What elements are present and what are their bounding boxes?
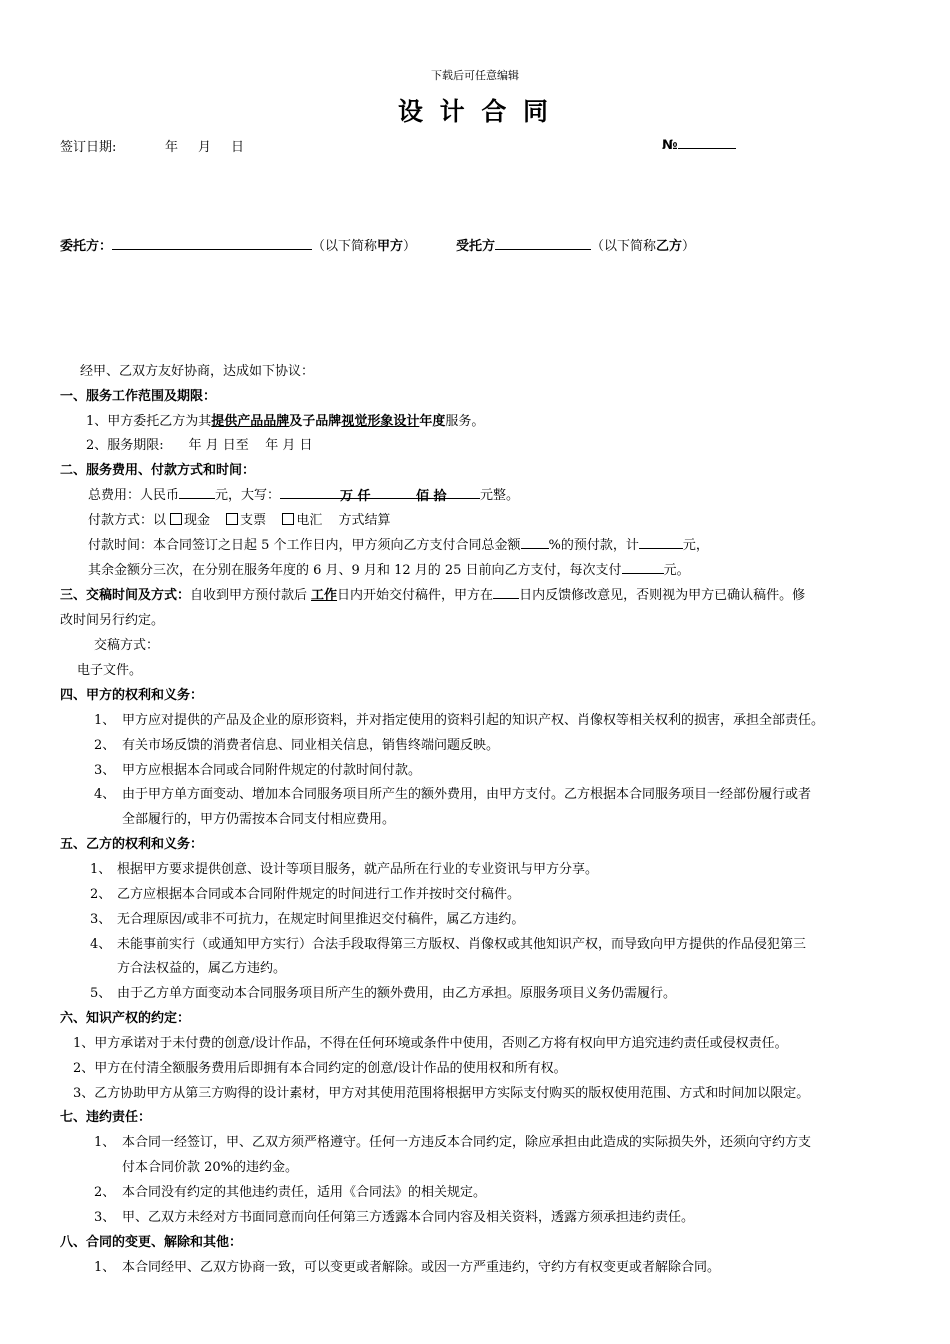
s4-item-3-num: 3、: [94, 763, 116, 778]
document-title: 设 计 合 同: [397, 97, 553, 126]
s7-item-2-num: 2、: [94, 1185, 116, 1200]
fee-uppercase-blank[interactable]: 万 仟 佰 拾: [280, 485, 480, 499]
s7-item-2-text: 本合同没有约定的其他违约责任，适用《合同法》的相关规定。: [122, 1185, 487, 1200]
provider-line: [456, 235, 695, 254]
s4-item-4-text-2: 全部履行的，甲方仍需按本合同支付相应费用。: [122, 812, 396, 827]
s7-item-3-num: 3、: [94, 1210, 116, 1225]
sign-date-month: 月: [198, 140, 212, 155]
section-3-heading: 三、交稿时间及方式：: [60, 588, 191, 603]
s7-item-1-num: 1、: [94, 1135, 116, 1150]
section-1-item-1: 1、甲方委托乙方为其提供产品品牌及子品牌视觉形象设计年度服务。: [86, 414, 485, 429]
s4-item-3-text: 甲方应根据本合同或合同附件规定的付款时间付款。: [122, 763, 422, 778]
sign-date-year: 年: [165, 140, 179, 155]
s8-item-1-num: 1、: [94, 1260, 116, 1275]
pay-time-line: 付款时间：本合同签订之日起 5 个工作日内，甲方须向乙方支付合同总金额 %的预付款，计 元，: [88, 534, 709, 553]
s4-item-1-text: 甲方应对提供的产品及企业的原形资料，并对指定使用的资料引起的知识产权、肖像权等相关权利的损害，承担全部责任。: [122, 713, 825, 728]
client-short: 甲方: [377, 239, 404, 254]
s5-item-4-num: 4、: [90, 937, 112, 952]
number-blank[interactable]: [678, 135, 736, 149]
delivery-method-label: 交稿方式：: [94, 638, 160, 653]
s5-item-1-text: 根据甲方要求提供创意、设计等项目服务，就产品所在行业的专业资讯与甲方分享。: [117, 862, 599, 877]
provider-label: 受托方: [456, 239, 496, 254]
delivery-method-value: 电子文件。: [77, 663, 143, 678]
prepay-amount-blank[interactable]: [639, 535, 683, 549]
s4-item-2-num: 2、: [94, 738, 116, 753]
s6-item-1: 1、甲方承诺对于未付费的创意/设计作品，不得在任何环境或条件中使用，否则乙方将有权向甲方追究违约责任或侵权责任。: [73, 1036, 788, 1051]
s4-item-1-num: 1、: [94, 713, 116, 728]
section-7-heading: 七、违约责任：: [60, 1110, 152, 1125]
checkbox-cheque[interactable]: [226, 513, 238, 525]
fee-amount-blank[interactable]: [179, 485, 215, 499]
parties-line: [60, 235, 416, 254]
s5-item-4-text: 未能事前实行（或通知甲方实行）合法手段取得第三方版权、肖像权或其他知识产权，而导致向甲方提供的作品侵犯第三: [117, 937, 807, 952]
section-6-heading: 六、知识产权的约定：: [60, 1011, 191, 1026]
section-3-line-1: 三、交稿时间及方式：自收到甲方预付款后 工作日内开始交付稿件，甲方在 日内反馈修改意见，否则视为甲方已确认稿件。修: [60, 584, 805, 603]
s5-item-2-num: 2、: [90, 887, 112, 902]
s4-item-2-text: 有关市场反馈的消费者信息、同业相关信息，销售终端问题反映。: [122, 738, 500, 753]
contract-number: [662, 135, 736, 153]
s5-item-5-text: 由于乙方单方面变动本合同服务项目所产生的额外费用，由乙方承担。原服务项目义务仍需履行。: [117, 986, 677, 1001]
intro-text: 经甲、乙双方友好协商，达成如下协议：: [80, 364, 315, 379]
s5-item-4-text-2: 方合法权益的，属乙方违约。: [117, 961, 287, 976]
provider-short: 乙方: [656, 239, 683, 254]
client-suffix-pre: （以下简称: [312, 239, 378, 254]
s8-item-1-text: 本合同经甲、乙双方协商一致，可以变更或者解除。或因一方严重违约，守约方有权变更或者解除合同。: [122, 1260, 721, 1275]
s5-item-2-text: 乙方应根据本合同或本合同附件规定的时间进行工作并按时交付稿件。: [117, 887, 521, 902]
s7-item-3-text: 甲、乙双方未经对方书面同意而向任何第三方透露本合同内容及相关资料，透露方须承担违约责任。: [122, 1210, 695, 1225]
provider-suffix-pre: （以下简称: [591, 239, 657, 254]
fee-line: 总费用：人民币 元，大写： 万 仟 佰 拾 元整。: [88, 484, 519, 503]
sign-date-label: 签订日期:: [60, 140, 117, 155]
section-2-heading: 二、服务费用、付款方式和时间：: [60, 463, 256, 478]
s7-item-1-text: 本合同一经签订，甲、乙双方须严格遵守。任何一方违反本合同约定，除应承担由此造成的实际损失外，还须向守约方支: [122, 1135, 812, 1150]
prepay-percent-blank[interactable]: [521, 535, 549, 549]
s6-item-2: 2、甲方在付清全额服务费用后即拥有本合同约定的创意/设计作品的使用权和所有权。: [73, 1061, 567, 1076]
checkbox-wire[interactable]: [282, 513, 294, 525]
pay-method-line: 付款方式：以 现金 支票 电汇 方式结算: [88, 513, 391, 528]
client-name-blank[interactable]: [112, 236, 312, 250]
client-label: 委托方：: [60, 239, 113, 254]
s7-item-1-text-2: 付本合同价款 20%的违约金。: [122, 1160, 299, 1175]
section-8-heading: 八、合同的变更、解除和其他：: [60, 1235, 243, 1250]
client-suffix-post: ）: [403, 239, 417, 254]
sign-date-day: 日: [231, 140, 245, 155]
section-5-heading: 五、乙方的权利和义务：: [60, 837, 204, 852]
section-3-line-2: 改时间另行约定。: [60, 613, 165, 628]
provider-name-blank[interactable]: [495, 236, 591, 250]
checkbox-cash[interactable]: [170, 513, 182, 525]
section-1-item-2: 2、服务期限: 年 月 日至 年 月 日: [86, 438, 313, 453]
s4-item-4-num: 4、: [94, 787, 116, 802]
s5-item-3-text: 无合理原因/或非不可抗力，在规定时间里推迟交付稿件，属乙方违约。: [117, 912, 525, 927]
header-note: 下载后可任意编辑: [431, 69, 519, 82]
installment-amount-blank[interactable]: [622, 560, 664, 574]
s5-item-5-num: 5、: [90, 986, 112, 1001]
number-label: №: [662, 138, 678, 153]
s6-item-3: 3、乙方协助甲方从第三方购得的设计素材，甲方对其使用范围将根据甲方实际支付购买的版权使用范围、方式和时间加以限定。: [73, 1086, 810, 1101]
rest-payment-line: 其余金额分三次，在分别在服务年度的 6 月、9 月和 12 月的 25 日前向乙方支付，每次支付 元。: [88, 559, 690, 578]
section-4-heading: 四、甲方的权利和义务：: [60, 688, 204, 703]
provider-suffix-post: ）: [682, 239, 696, 254]
feedback-days-blank[interactable]: [493, 585, 519, 599]
s5-item-1-num: 1、: [90, 862, 112, 877]
section-1-heading: 一、服务工作范围及期限：: [60, 389, 217, 404]
s5-item-3-num: 3、: [90, 912, 112, 927]
s4-item-4-text: 由于甲方单方面变动、增加本合同服务项目所产生的额外费用，由甲方支付。乙方根据本合同服务项目一经部份履行或者: [122, 787, 812, 802]
